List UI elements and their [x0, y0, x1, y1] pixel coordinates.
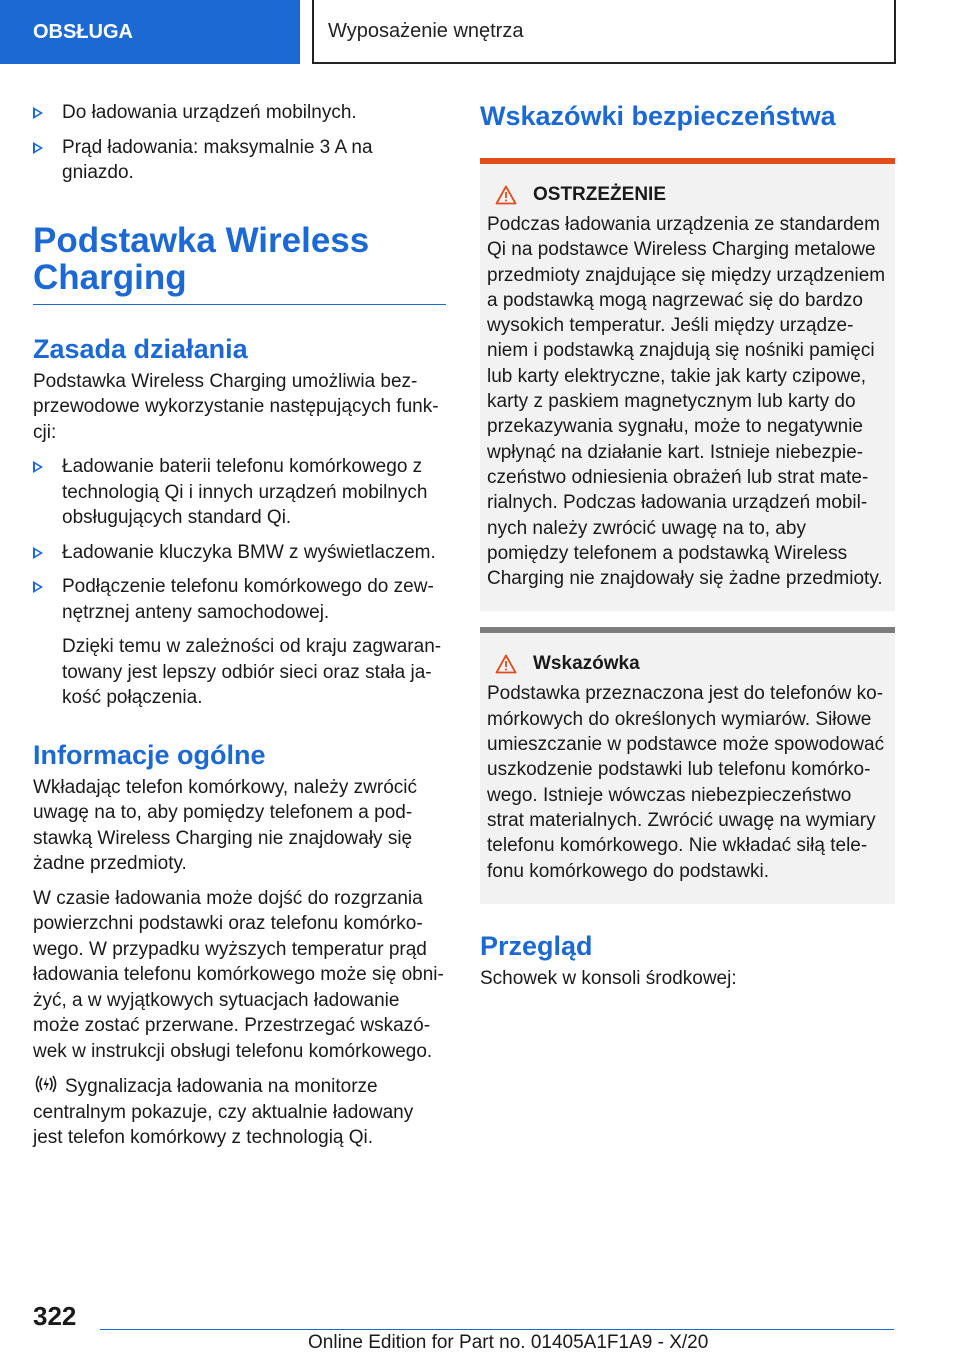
zasada-intro: Podstawka Wireless Charging umożliwia bezprzewodowe wykorzystanie następujących funkcji:	[33, 370, 439, 443]
page-number: 322	[33, 1301, 77, 1331]
notice-text: Podstawka przeznaczona jest do telefonów komórkowych do określonych wymiarów. Siłowe umieszczanie w podstawce może spowodować uszkodzenie podstawki lub telefonu komórkowego. Istnieje wówczas niebezpieczeństwo strat materialnych. Zwrócić uwagę na wymiary telefonu komórkowego. Nie wkładać siłą telefonu komórkowego do podstawki.	[487, 683, 885, 882]
bullet-triangle-icon	[33, 107, 43, 119]
section-heading-przeglad: Przegląd	[480, 930, 593, 961]
notice-box	[480, 627, 895, 903]
wireless-charging-icon	[33, 1073, 59, 1095]
zasada-subparagraph: Dzięki temu w zależności od kraju zagwarantowany jest lepszy odbiór sieci oraz stała jakość połączenia.	[62, 636, 442, 708]
zasada-bullet-list	[33, 454, 446, 625]
footer-divider	[100, 1329, 894, 1330]
list-item: Ładowanie kluczyka BMW z wyświetlaczem.	[33, 540, 446, 566]
bullet-triangle-icon	[33, 461, 43, 473]
top-bullet-list	[33, 100, 446, 186]
left-column	[33, 100, 446, 1151]
list-item: Do ładowania urządzeń mobilnych.	[33, 100, 446, 126]
bullet-triangle-icon	[33, 142, 43, 154]
warning-box	[480, 158, 895, 611]
chapter-tab[interactable]	[0, 0, 300, 64]
informacje-paragraph-1: Wkładając telefon komórkowy, należy zwrócić uwagę na to, aby pomiędzy telefonem a podstawką Wireless Charging nie znajdowały się żadne przedmioty.	[33, 776, 418, 874]
warning-triangle-icon	[495, 654, 517, 674]
chapter-tab-label: OBSŁUGA	[33, 20, 133, 43]
notice-title: Wskazówka	[487, 653, 887, 675]
section-heading-zasada: Zasada działania	[33, 333, 248, 364]
right-column	[480, 100, 895, 991]
chapter-title: Podstawka Wireless Charging	[33, 222, 446, 305]
informacje-paragraph-3: Sygnalizacja ładowania na monitorze centralnym pokazuje, czy aktualnie ładowany jest telefon komórkowy z technologią Qi.	[33, 1073, 446, 1151]
list-item: Prąd ładowania: maksymalnie 3 A na gniazdo.	[33, 135, 446, 186]
section-heading-informacje: Informacje ogólne	[33, 739, 266, 770]
list-item: Ładowanie baterii telefonu komórkowego z technologią Qi i innych urządzeń mobilnych obsługujących standard Qi.	[33, 454, 446, 531]
warning-title: OSTRZEŻENIE	[487, 184, 887, 206]
informacje-paragraph-2: W czasie ładowania może dojść do rozgrzania powierzchni podstawki oraz telefonu komórkowego. W przypadku wyższych temperatur prąd ładowania telefonu komórkowego może się obniżyć, a w wyjątkowych sytuacjach ładowanie może zostać przerwane. Przestrzegać wskazówek w instrukcji obsługi telefonu komórkowego.	[33, 887, 444, 1062]
warning-text: Podczas ładowania urządzenia ze standardem Qi na podstawce Wireless Charging metalowe przedmioty znajdujące się między urządzeniem a podstawką mogą nagrzewać się do bardzo wysokich temperatur. Jeśli między urządzeniem i podstawką znajdują się nośniki pamięci lub karty elektryczne, takie jak karty czipowe, karty z paskiem magnetycznym lub karty do przekazywania sygnału, może to negatywnie wpłynąć na działanie kart. Istnieje niebezpieczeństwo odniesienia obrażeń lub strat materialnych. Podczas ładowania urządzeń mobilnych należy zwrócić uwagę na to, aby pomiędzy telefonem a podstawką Wireless Charging nie znajdowały się żadne przedmioty.	[487, 214, 886, 590]
list-item: Podłączenie telefonu komórkowego do zewnętrznej anteny samochodowej.	[33, 574, 446, 625]
section-title: Wyposażenie wnętrza	[328, 19, 524, 42]
section-header	[312, 0, 896, 64]
footer-edition: Online Edition for Part no. 01405A1F1A9 - X/20	[308, 1332, 709, 1353]
przeglad-text: Schowek w konsoli środkowej:	[480, 967, 737, 989]
warning-triangle-icon	[495, 185, 517, 205]
bullet-triangle-icon	[33, 547, 43, 559]
bullet-triangle-icon	[33, 581, 43, 593]
section-heading-safety: Wskazówki bezpieczeństwa	[480, 101, 836, 131]
